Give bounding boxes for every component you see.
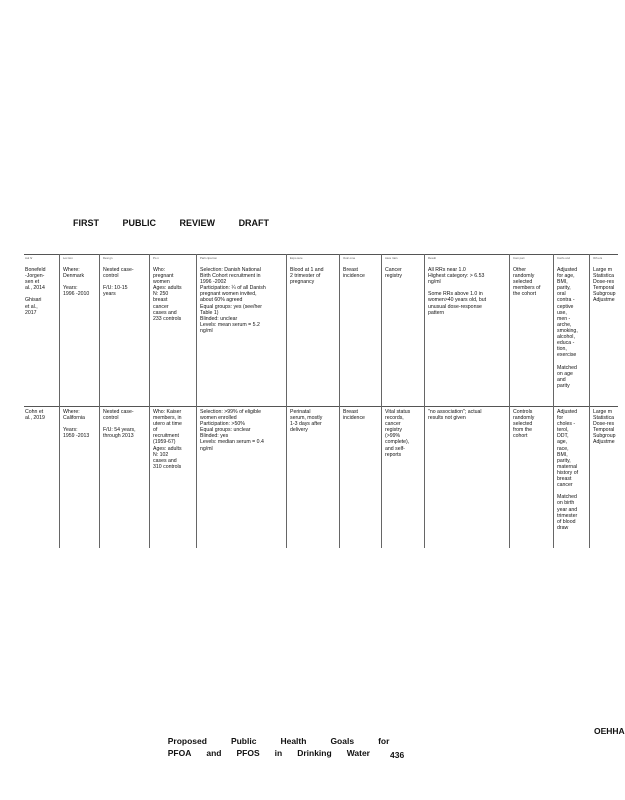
draft-word: FIRST <box>73 218 99 228</box>
column-header-exposure: Expo sure <box>290 256 303 260</box>
footer-word: Public <box>230 736 257 746</box>
column-rule <box>509 254 510 548</box>
column-header-ascertainment: Asce rtain <box>385 256 398 260</box>
table-cell-participation: Selection: Danish National Birth Cohort recruitment in 1996 -2002 Participation: ¼ of all Danish pregnant women invited, about 60% agreed Equal groups: yes (see/her Table 1) Blinded: unclear Levels: mean serum = 5.2 ng/ml <box>200 267 266 334</box>
column-rule <box>424 254 425 548</box>
table-cell-author: Cohn et al., 2019 <box>25 409 45 422</box>
column-rule <box>99 254 100 548</box>
footer-word: for <box>378 736 390 746</box>
table-cell-others: Large m Statistica Dose-res Temporal Subgroup Adjustme <box>593 409 616 446</box>
footer-word: and <box>206 748 222 758</box>
table-cell-population: Who: pregnant women Ages: adults N: 250 breast cancer cases and 233 controls <box>153 267 182 322</box>
table-cell-location: Where: Denmark Years: 1996 -2010 <box>63 267 90 298</box>
table-cell-design: Nested case- control F/U: 10-15 years <box>103 267 134 298</box>
footer-word: Proposed <box>167 736 207 746</box>
footer-word: in <box>274 748 283 758</box>
column-header-outcome: Outc ome <box>343 256 356 260</box>
table-cell-ascertainment: Vital status records, cancer registry (>99% complete), and self- reports <box>385 409 411 458</box>
column-rule <box>339 254 340 548</box>
column-header-design: Desi gn <box>103 256 113 260</box>
table-cell-participation: Selection: >99% of eligible women enrolled Participation: >50% Equal groups: unclear Blinded: yes Levels: median serum = 0.4 ng/ml <box>200 409 264 452</box>
table-cell-exposure: Blood at 1 and 2 trimester of pregnancy <box>290 267 324 286</box>
footer-word: Goals <box>330 736 355 746</box>
table-cell-others: Large m Statistica Dose-res Temporal Subgroup Adjustme <box>593 267 616 304</box>
page-number: 436 <box>390 750 405 760</box>
table-cell-author: Bonefeld -Jorgen- sen et al., 2014 Ghisari et al., 2017 <box>25 267 46 316</box>
table-cell-population: Who: Kaiser members, in utero at time of recruitment (1959-67) Ages: adults N: 102 cases and 310 controls <box>153 409 182 470</box>
table-cell-result: All RRs near 1.0 Highest category: > 6.53 ng/ml Some RRs above 1.0 in women>40 years old, but unusual dose-response pattern <box>428 267 487 316</box>
column-rule <box>196 254 197 548</box>
table-cell-result: "no association"; actual results not given <box>428 409 482 422</box>
draft-word: PUBLIC <box>122 218 157 228</box>
table-top-rule <box>24 254 618 255</box>
table-row-rule <box>24 406 618 407</box>
table-cell-comparison: Other randomly selected members of the cohort <box>513 267 541 298</box>
column-header-population: Po n <box>153 256 159 260</box>
table-cell-location: Where: California Years: 1959 -2013 <box>63 409 90 440</box>
column-header-participation: Parti cipa tion <box>200 256 217 260</box>
footer-word: PFOA <box>167 748 192 758</box>
footer-title-line2 <box>163 738 370 758</box>
table-cell-ascertainment: Cancer registry <box>385 267 403 280</box>
column-header-result: Result <box>428 256 436 260</box>
footer-word: Drinking <box>297 748 332 758</box>
column-rule <box>59 254 60 548</box>
column-rule <box>286 254 287 548</box>
footer-word: Water <box>346 748 370 758</box>
footer-word: Health <box>280 736 307 746</box>
column-rule <box>553 254 554 548</box>
table-cell-comparison: Controls randomly selected from the cohort <box>513 409 535 440</box>
draft-word: REVIEW <box>179 218 216 228</box>
table-cell-exposure: Perinatal serum, mostly 1-3 days after delivery <box>290 409 323 434</box>
table-cell-confounding: Adjusted for choles - terol, DDT, age, race, BMI, parity, maternal history of breast cancer Matched on birth year and trimester of blood draw <box>557 409 579 531</box>
column-header-others: Oth ers <box>593 256 603 260</box>
table-cell-outcome: Breast incidence <box>343 409 365 422</box>
table-cell-outcome: Breast incidence <box>343 267 365 280</box>
footer-word: PFOS <box>236 748 260 758</box>
column-header-confounding: Confo und <box>557 256 570 260</box>
column-rule <box>589 254 590 548</box>
column-header-author: Aut hr <box>25 256 33 260</box>
draft-header <box>73 218 290 228</box>
table-cell-confounding: Adjusted for age, BMI, parity, oral contra - ceptive use, men - arche, smoking, alcohol, educa - tion, exercise Matched on age and parity <box>557 267 578 389</box>
column-header-comparison: Com pari <box>513 256 525 260</box>
draft-word: DRAFT <box>238 218 270 228</box>
column-rule <box>381 254 382 548</box>
table-cell-design: Nested case- control F/U: 54 years, through 2013 <box>103 409 136 440</box>
column-rule <box>149 254 150 548</box>
column-header-location: Loc tion <box>63 256 73 260</box>
agency-label: OEHHA <box>594 726 625 736</box>
